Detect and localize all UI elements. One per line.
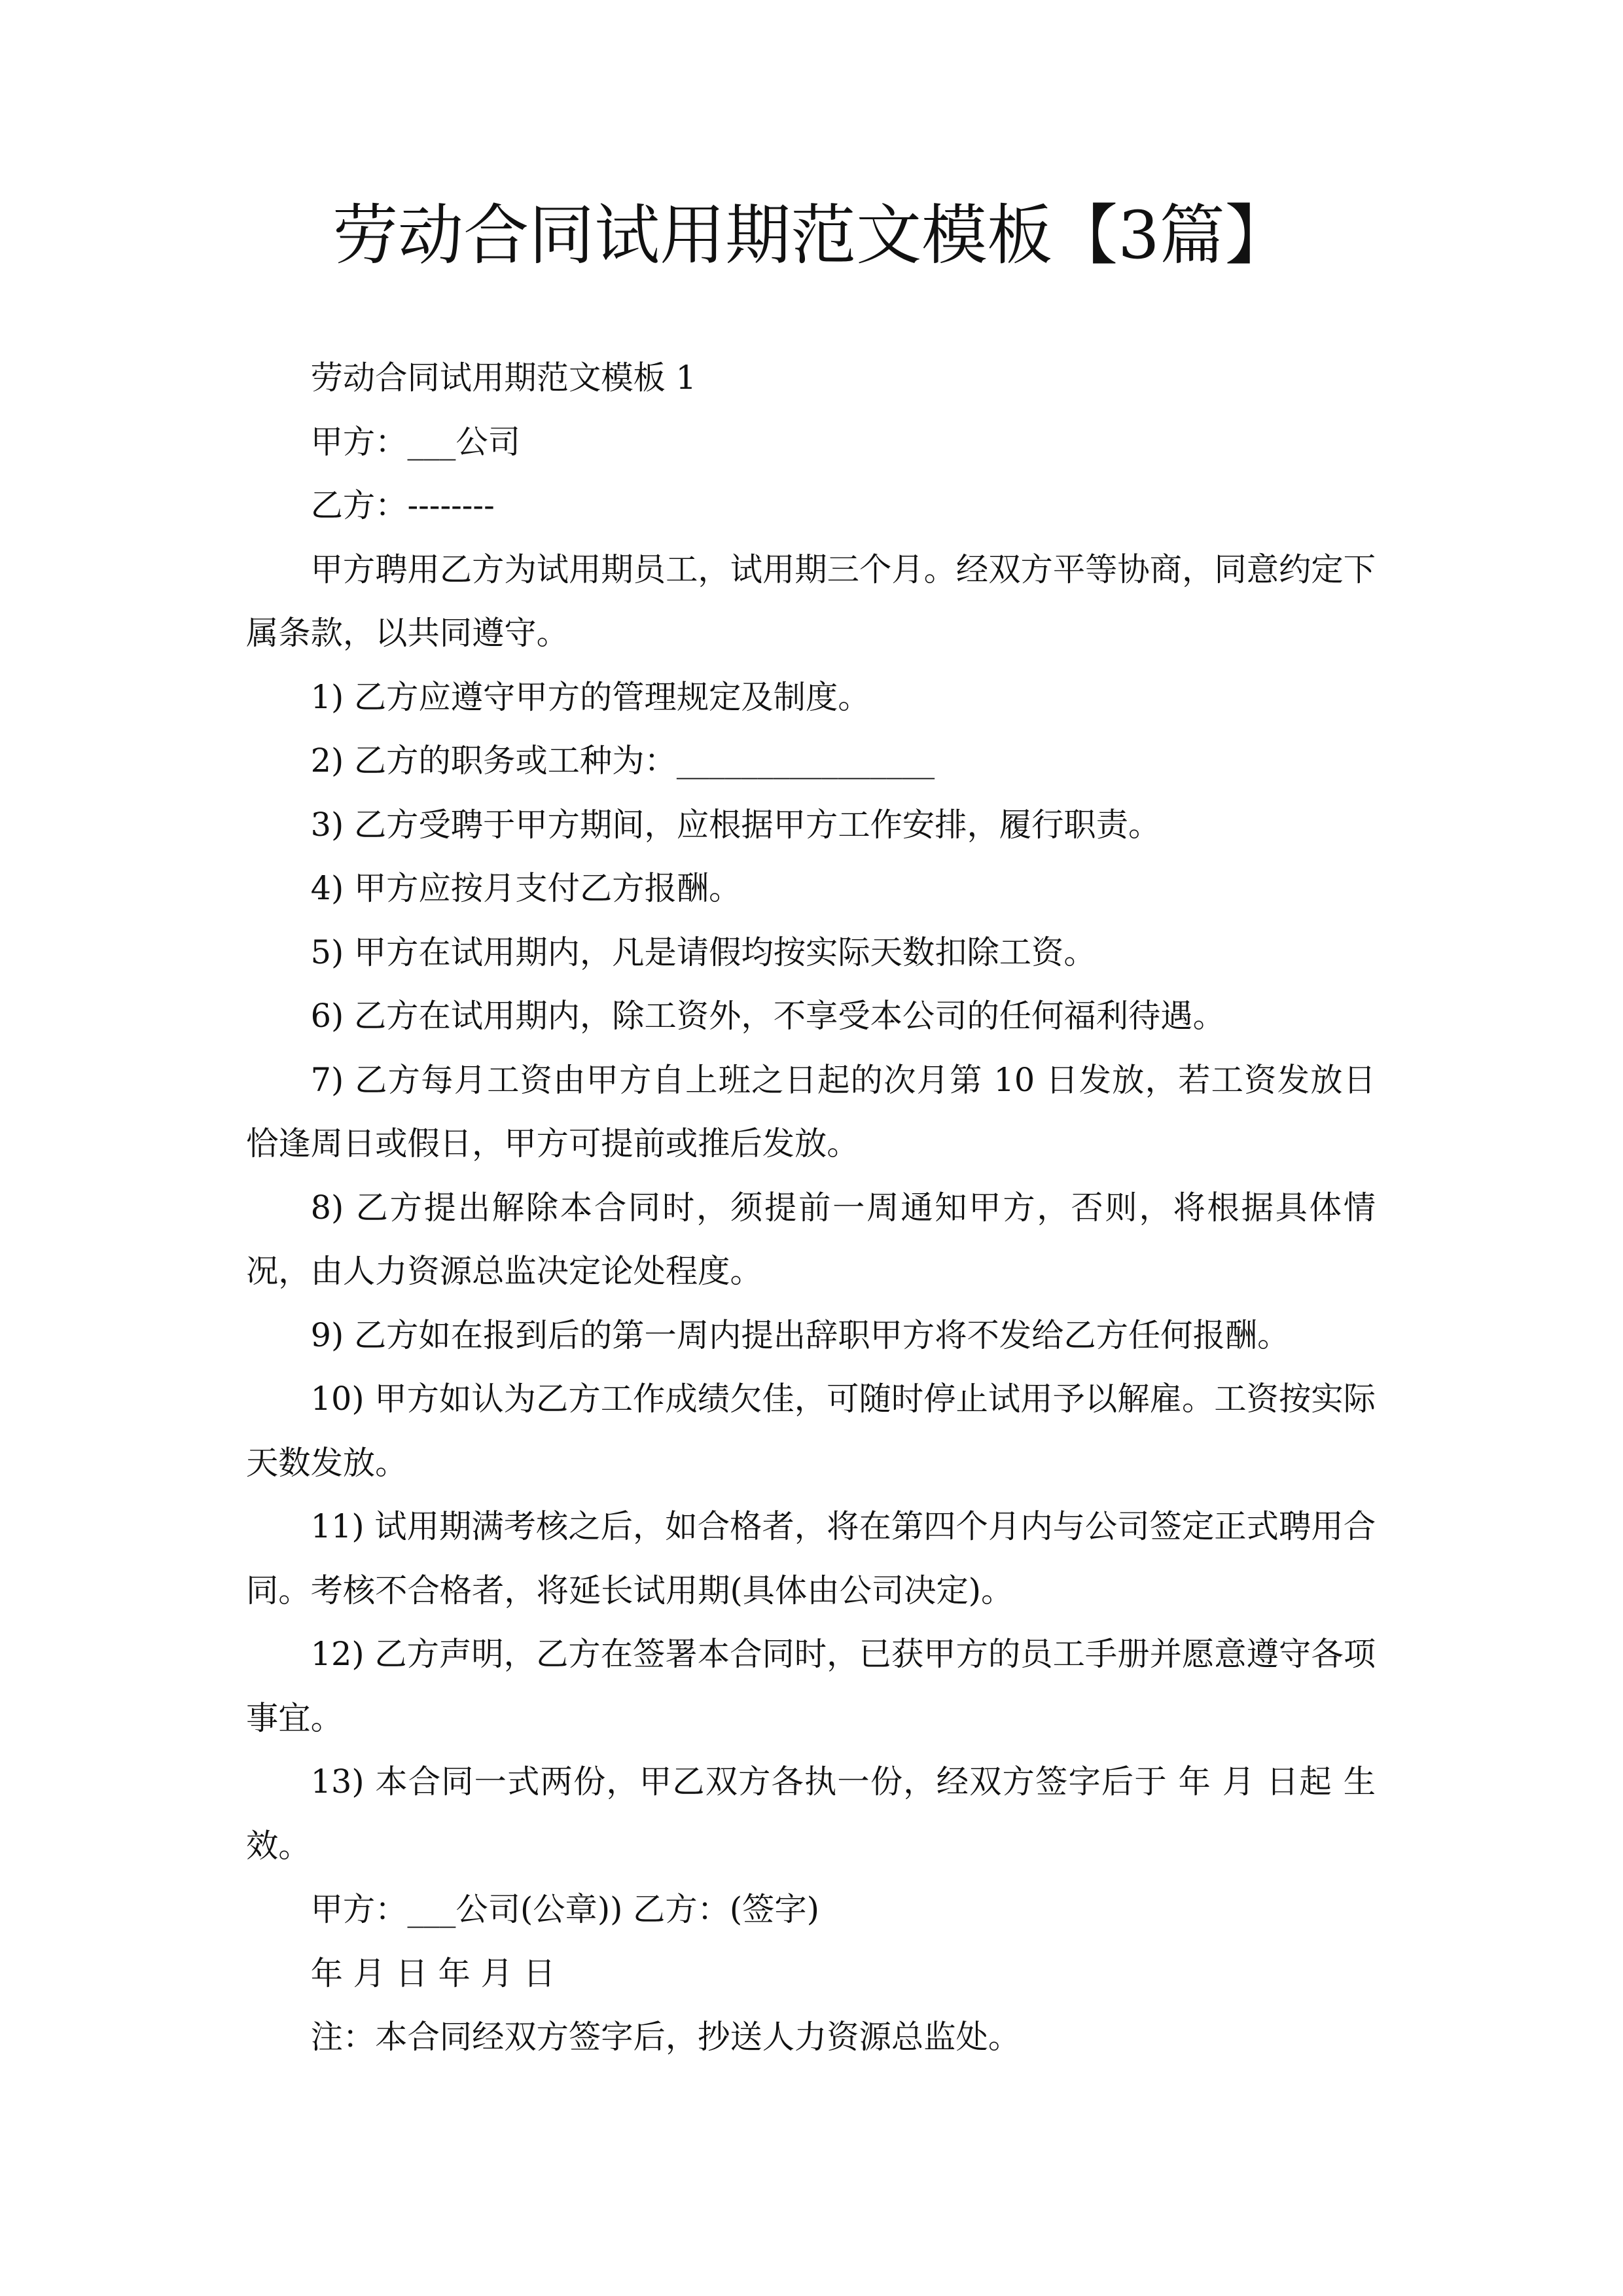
clause-3: 3) 乙方受聘于甲方期间，应根据甲方工作安排，履行职责。	[310, 805, 1161, 844]
party-b-line: 乙方：--------	[310, 486, 495, 524]
clause-13: 13) 本合同一式两份，甲乙双方各执一份，经双方签字后于 年 月 日起 生效。	[246, 1763, 1376, 1865]
clause-4: 4) 甲方应按月支付乙方报酬。	[310, 869, 741, 907]
clause-10: 10) 甲方如认为乙方工作成绩欠佳，可随时停止试用予以解雇。工资按实际天数发放。	[246, 1380, 1376, 1482]
clause-12: 12) 乙方声明，乙方在签署本合同时，已获甲方的员工手册并愿意遵守各项事宜。	[246, 1635, 1376, 1737]
section-heading: 劳动合同试用期范文模板 1	[310, 359, 696, 397]
clause-6: 6) 乙方在试用期内，除工资外，不享受本公司的任何福利待遇。	[310, 997, 1225, 1035]
clause-2: 2) 乙方的职务或工种为：________________	[310, 742, 935, 780]
intro-paragraph: 甲方聘用乙方为试用期员工，试用期三个月。经双方平等协商，同意约定下属条款，以共同遵守。	[246, 550, 1376, 652]
document-body	[246, 346, 1376, 2070]
document-title: 劳动合同试用期范文模板【3篇】	[332, 197, 1291, 274]
note-line: 注：本合同经双方签字后，抄送人力资源总监处。	[310, 2018, 1021, 2056]
clause-11: 11) 试用期满考核之后，如合格者，将在第四个月内与公司签定正式聘用合同。考核不合格者，将延长试用期(具体由公司决定)。	[246, 1507, 1376, 1609]
date-line: 年 月 日 年 月 日	[310, 1954, 556, 1992]
clause-1: 1) 乙方应遵守甲方的管理规定及制度。	[310, 677, 870, 716]
clause-8: 8) 乙方提出解除本合同时，须提前一周通知甲方，否则，将根据具体情况，由人力资源总监决定论处程度。	[246, 1188, 1376, 1290]
clause-5: 5) 甲方在试用期内，凡是请假均按实际天数扣除工资。	[310, 933, 1096, 971]
clause-9: 9) 乙方如在报到后的第一周内提出辞职甲方将不发给乙方任何报酬。	[310, 1316, 1290, 1354]
clause-7: 7) 乙方每月工资由甲方自上班之日起的次月第 10 日发放，若工资发放日恰逢周日或假日，甲方可提前或推后发放。	[246, 1060, 1376, 1162]
party-a-line: 甲方：___公司	[310, 422, 521, 461]
signature-line: 甲方：___公司(公章)) 乙方：(签字)	[310, 1890, 819, 1928]
